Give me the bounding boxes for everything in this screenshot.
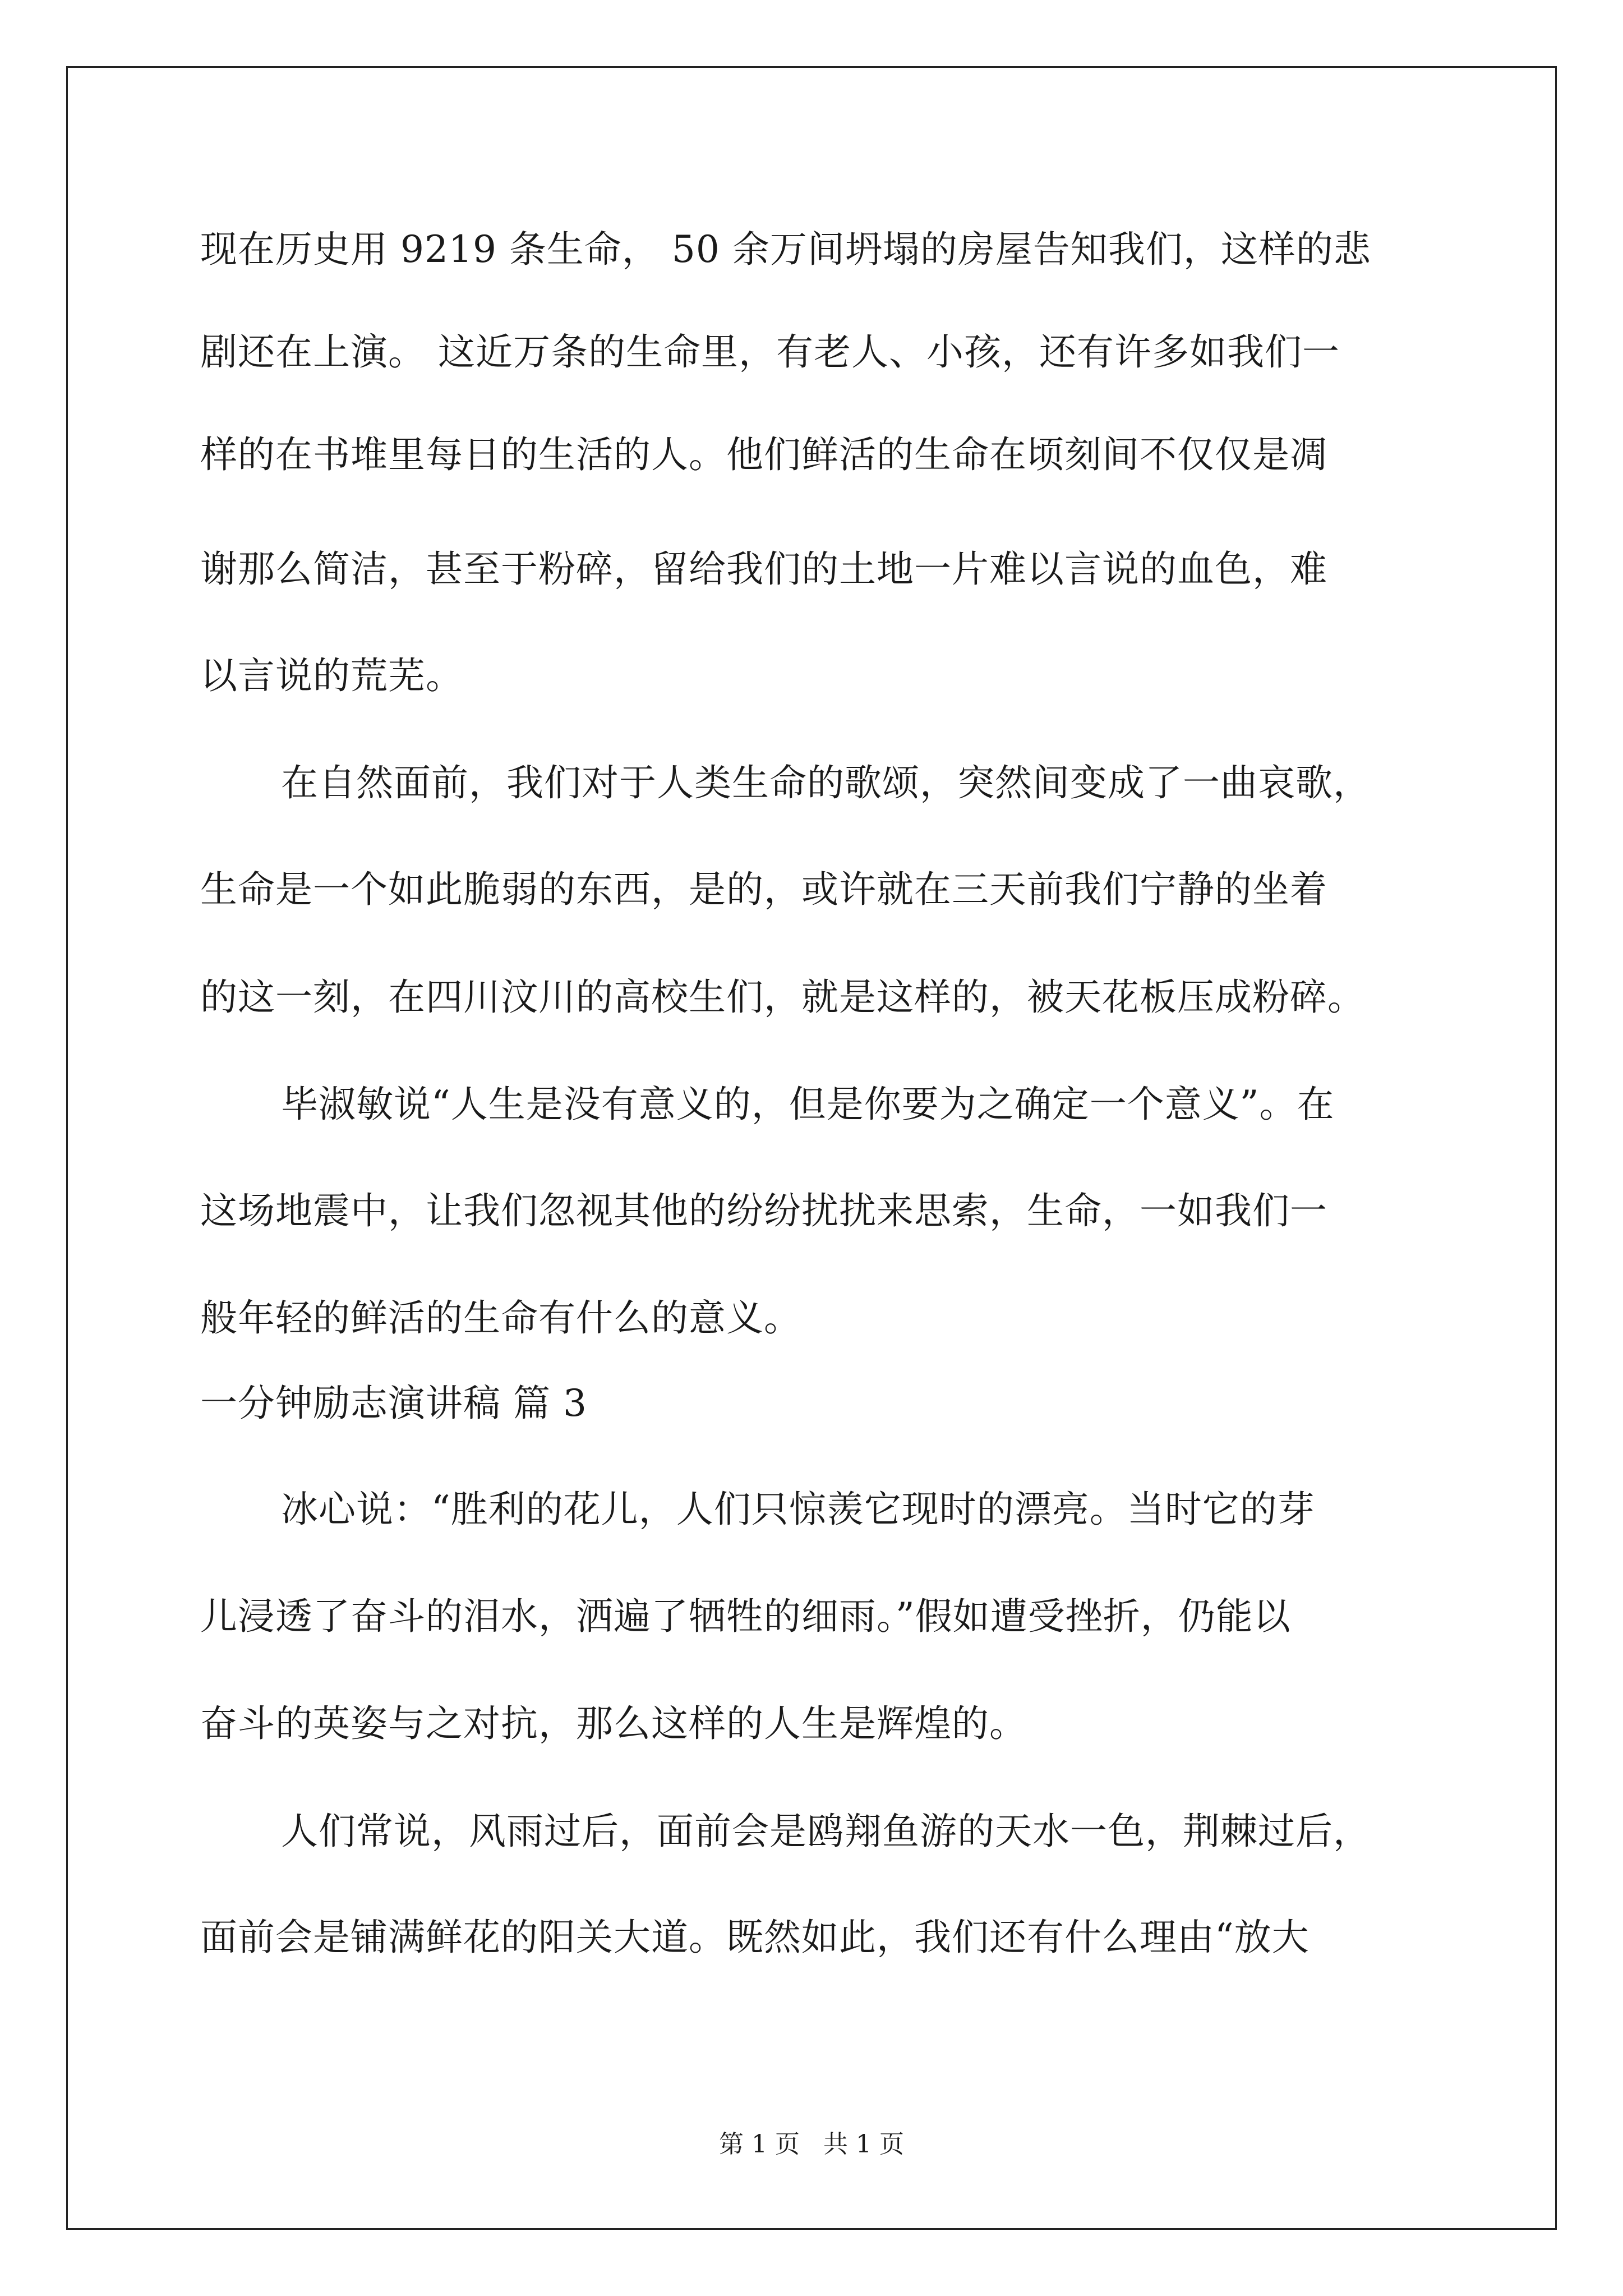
section-heading: 一分钟励志演讲稿 篇 3 <box>200 1382 587 1425</box>
paragraph-line: 般年轻的鲜活的生命有什么的意义。 <box>200 1296 801 1340</box>
paragraph-line: 这场地震中，让我们忽视其他的纷纷扰扰来思索，生命，一如我们一 <box>200 1189 1327 1232</box>
paragraph-line: 以言说的荒芜。 <box>200 654 463 697</box>
paragraph-line: 人们常说，风雨过后，面前会是鸥翔鱼游的天水一色，荆棘过后， <box>281 1810 1371 1853</box>
paragraph-line: 现在历史用 9219 条生命， 50 余万间坍塌的房屋告知我们，这样的悲 <box>200 228 1371 271</box>
paragraph-line: 毕淑敏说“人生是没有意义的，但是你要为之确定一个意义”。在 <box>281 1083 1335 1126</box>
paragraph-line: 的这一刻，在四川汶川的高校生们，就是这样的，被天花板压成粉碎。 <box>200 976 1365 1019</box>
page-border <box>66 66 1557 2230</box>
paragraph-line: 冰心说：“胜利的花儿，人们只惊羡它现时的漂亮。当时它的芽 <box>281 1488 1315 1531</box>
paragraph-line: 样的在书堆里每日的生活的人。他们鲜活的生命在顷刻间不仅仅是凋 <box>200 433 1327 476</box>
paragraph-line: 面前会是铺满鲜花的阳关大道。既然如此，我们还有什么理由“放大 <box>200 1916 1310 1959</box>
paragraph-line: 谢那么简洁，甚至于粉碎，留给我们的土地一片难以言说的血色，难 <box>200 547 1327 591</box>
paragraph-line: 儿浸透了奋斗的泪水，洒遍了牺牲的细雨。”假如遭受挫折，仍能以 <box>200 1595 1291 1638</box>
paragraph-line: 在自然面前，我们对于人类生命的歌颂，突然间变成了一曲哀歌， <box>281 761 1371 804</box>
page-number-footer: 第 1 页 共 1 页 <box>719 2130 904 2159</box>
paragraph-line: 奋斗的英姿与之对抗，那么这样的人生是辉煌的。 <box>200 1702 1027 1745</box>
paragraph-line: 生命是一个如此脆弱的东西，是的，或许就在三天前我们宁静的坐着 <box>200 868 1327 911</box>
paragraph-line: 剧还在上演。 这近万条的生命里，有老人、小孩，还有许多如我们一 <box>200 330 1340 374</box>
